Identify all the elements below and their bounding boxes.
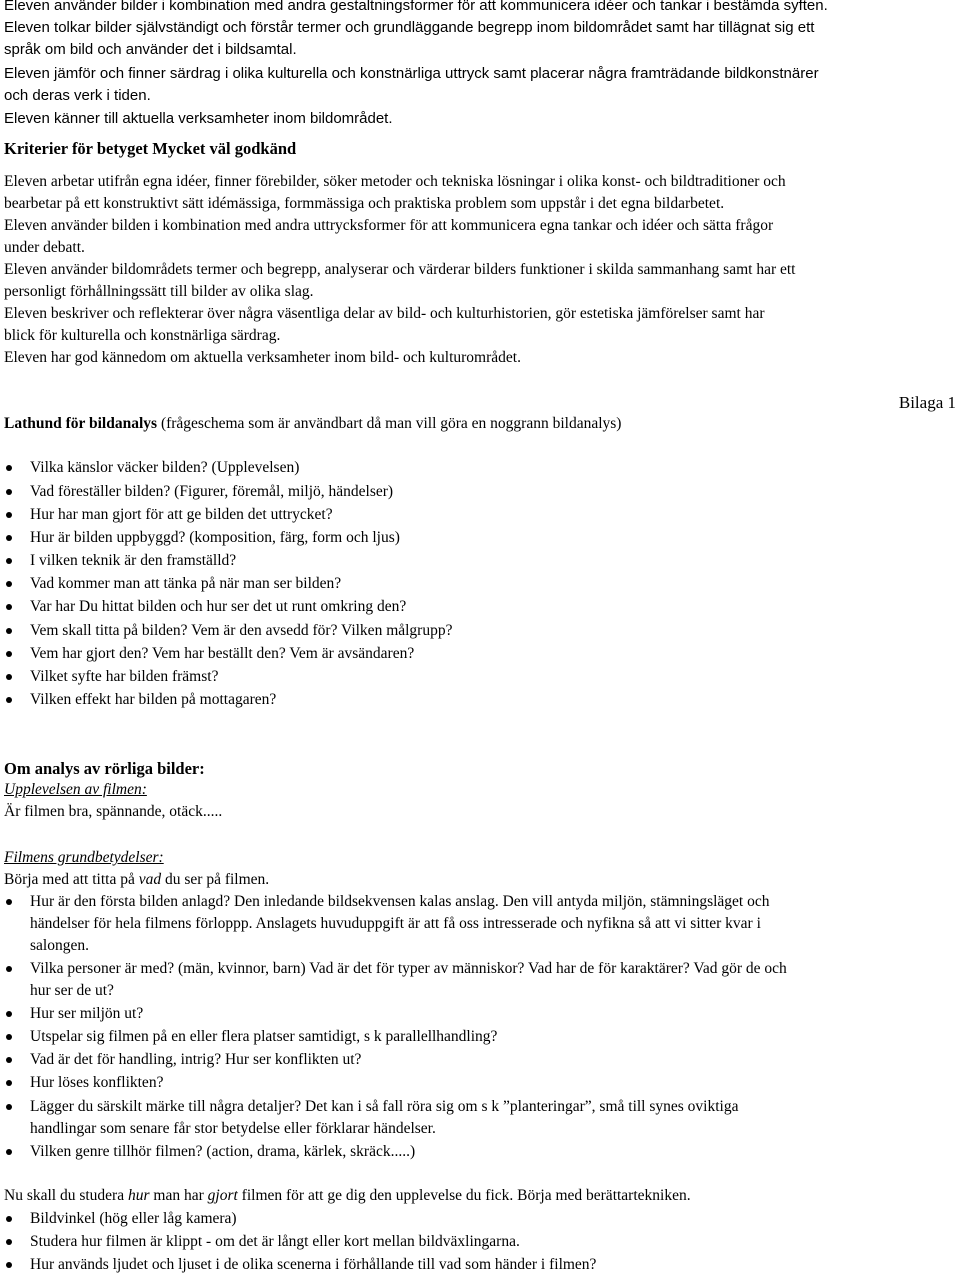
list-item: I vilken teknik är den framställd?: [30, 552, 237, 569]
list-item-line: salongen.: [30, 937, 89, 954]
list-item: Hur används ljudet och ljuset i de olika scenerna i förhållande till vad som händer i filmen?: [30, 1256, 597, 1273]
list-item: Vem skall titta på bilden? Vem är den avsedd för? Vilken målgrupp?: [30, 622, 453, 639]
bullet-icon: [6, 674, 12, 680]
bullet-icon: [6, 489, 12, 495]
text-run: vad: [138, 871, 162, 888]
list-item: Studera hur filmen är klippt - om det är långt eller kort mellan bildväxlingarna.: [30, 1233, 520, 1250]
bullet-icon: [6, 1011, 12, 1017]
appendix-title: [4, 414, 621, 434]
list-item-line: Vad är det för handling, intrig? Hur ser konflikten ut?: [30, 1051, 362, 1068]
list-item-line: Lägger du särskilt märke till några detaljer? Det kan i så fall röra sig om s k ”planteringar”, små till synes oviktiga: [30, 1098, 739, 1115]
appendix-label: Bilaga 1: [898, 393, 956, 412]
bullet-icon: [6, 651, 12, 657]
bullet-icon: [6, 1057, 12, 1063]
list-item-line: Utspelar sig filmen på en eller flera platser samtidigt, s k parallellhandling?: [30, 1028, 498, 1045]
criteria-line: Eleven tolkar bilder självständigt och förstår termer och grundläggande begrepp inom bildområdet samt har tillägnat sig ett: [4, 19, 815, 36]
bullet-icon: [6, 1149, 12, 1155]
paragraph: [4, 870, 269, 890]
list-item-line: Vilken genre tillhör filmen? (action, drama, kärlek, skräck.....): [30, 1143, 416, 1160]
list-item: Bildvinkel (hög eller låg kamera): [30, 1210, 237, 1227]
appendix-title-bold: Lathund för bildanalys: [4, 415, 158, 432]
criteria-heading: Kriterier för betyget Mycket väl godkänd: [4, 139, 297, 158]
list-item: Vad föreställer bilden? (Figurer, föremål, miljö, händelser): [30, 483, 394, 500]
mvg-line: Eleven arbetar utifrån egna idéer, finner förebilder, söker metoder och tekniska lösningar i olika konst- och bildtraditioner och: [4, 173, 786, 190]
bullet-icon: [6, 697, 12, 703]
mvg-line: Eleven använder bilden i kombination med andra uttrycksformer för att kommunicera egna tankar och idéer och sätta frågor: [4, 217, 774, 234]
bullet-icon: [6, 1104, 12, 1110]
bullet-icon: [6, 1080, 12, 1086]
bullet-icon: [6, 966, 12, 972]
text-run: man har: [149, 1187, 208, 1204]
bullet-icon: [6, 535, 12, 541]
bullet-icon: [6, 1262, 12, 1268]
list-item: Vilka känslor väcker bilden? (Upplevelsen): [30, 459, 300, 476]
criteria-line: Eleven jämför och finner särdrag i olika kulturella och konstnärliga uttryck samt placerar några framträdande bildkonstnärer: [4, 65, 819, 82]
bullet-icon: [6, 512, 12, 518]
list-item-line: handlingar som senare får stor betydelse eller förklarar händelser.: [30, 1120, 436, 1137]
list-item: Hur är bilden uppbyggd? (komposition, färg, form och ljus): [30, 529, 400, 546]
text-run: Börja med att titta på: [4, 871, 139, 888]
bullet-icon: [6, 465, 12, 471]
mvg-line: blick för kulturella och konstnärliga särdrag.: [4, 327, 281, 344]
mvg-line: personligt förhållningssätt till bilder av olika slag.: [4, 283, 314, 300]
bullet-icon: [6, 558, 12, 564]
mvg-line: Eleven använder bildområdets termer och begrepp, analyserar och värderar bilders funktioner i skilda sammanhang samt har ett: [4, 261, 796, 278]
mvg-line: Eleven har god kännedom om aktuella verksamheter inom bild- och kulturområdet.: [4, 349, 521, 366]
list-item-line: Hur ser miljön ut?: [30, 1005, 144, 1022]
bullet-icon: [6, 1239, 12, 1245]
subheading: Upplevelsen av filmen:: [4, 781, 147, 798]
subheading: Filmens grundbetydelser:: [4, 849, 164, 866]
list-item: Hur har man gjort för att ge bilden det uttrycket?: [30, 506, 333, 523]
bullet-icon: [6, 628, 12, 634]
paragraph: Är filmen bra, spännande, otäck.....: [4, 803, 223, 820]
list-item: Vad kommer man att tänka på när man ser bilden?: [30, 575, 342, 592]
text-run: gjort: [207, 1187, 238, 1204]
list-item-line: Hur löses konflikten?: [30, 1074, 164, 1091]
bullet-icon: [6, 604, 12, 610]
bullet-icon: [6, 1216, 12, 1222]
list-item-line: Vilka personer är med? (män, kvinnor, barn) Vad är det för typer av människor? Vad har de för karaktärer? Vad gör de och: [30, 960, 787, 977]
criteria-line: Eleven känner till aktuella verksamheter inom bildområdet.: [4, 110, 393, 127]
section-heading: Om analys av rörliga bilder:: [4, 759, 205, 778]
criteria-line: språk om bild och använder det i bildsamtal.: [4, 41, 297, 58]
appendix-title-rest: (frågeschema som är användbart då man vill göra en noggrann bildanalys): [157, 415, 622, 432]
text-run: du ser på filmen.: [161, 871, 270, 888]
list-item-line: händelser för hela filmens förloppp. Anslagets huvuduppgift är att få oss intresserade och nyfikna så att vi sitter kvar i: [30, 915, 761, 932]
list-item-line: Hur är den första bilden anlagd? Den inledande bildsekvensen kalas anslag. Den vill antyda miljön, stämningsläget och: [30, 893, 770, 910]
text-run: Nu skall du studera: [4, 1187, 128, 1204]
bullet-icon: [6, 581, 12, 587]
text-run: hur: [127, 1187, 150, 1204]
list-item: Vem har gjort den? Vem har beställt den? Vem är avsändaren?: [30, 645, 415, 662]
mvg-line: bearbetar på ett konstruktivt sätt idémässiga, formmässiga och praktiska problem som uppstår i det egna bildarbetet.: [4, 195, 725, 212]
criteria-line: Eleven använder bilder i kombination med andra gestaltningsformer för att kommunicera idéer och tankar i bestämda syften.: [4, 0, 828, 14]
list-item-line: hur ser de ut?: [30, 982, 114, 999]
list-item: Vilket syfte har bilden främst?: [30, 668, 219, 685]
list-item: Vilken effekt har bilden på mottagaren?: [30, 691, 277, 708]
mvg-line: under debatt.: [4, 239, 85, 256]
bullet-icon: [6, 899, 12, 905]
mvg-line: Eleven beskriver och reflekterar över några väsentliga delar av bild- och kulturhistorien, gör estetiska jämförelser samt har: [4, 305, 765, 322]
text-run: filmen för att ge dig den upplevelse du fick. Börja med berättartekniken.: [237, 1187, 691, 1204]
paragraph: [4, 1186, 691, 1206]
list-item: Var har Du hittat bilden och hur ser det ut runt omkring den?: [30, 598, 407, 615]
criteria-line: och deras verk i tiden.: [4, 87, 151, 104]
bullet-icon: [6, 1034, 12, 1040]
